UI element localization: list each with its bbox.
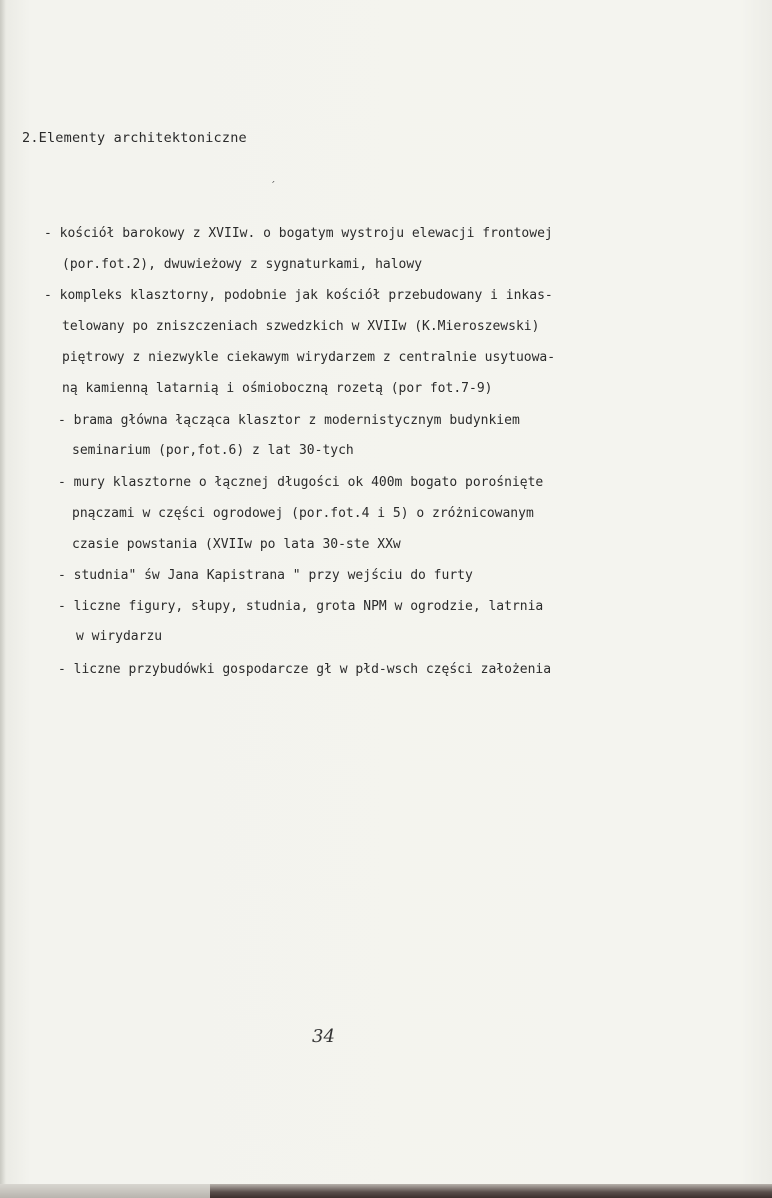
- text-line-12: - studnia" św Jana Kapistrana " przy wejściu do furty: [58, 568, 473, 583]
- text-line-6: ną kamienną latarnią i ośmioboczną rozetą (por fot.7-9): [62, 381, 493, 396]
- text-line-11: czasie powstania (XVIIw po lata 30-ste XXw: [72, 537, 401, 552]
- stray-mark: ˊ: [270, 180, 276, 193]
- text-line-13: - liczne figury, słupy, studnia, grota NPM w ogrodzie, latrnia: [58, 599, 544, 614]
- page-edge-shadow: [0, 0, 6, 1198]
- text-line-7: - brama główna łącząca klasztor z modernistycznym budynkiem: [58, 413, 520, 428]
- text-line-15: - liczne przybudówki gospodarcze gł w płd-wsch części założenia: [58, 662, 552, 677]
- text-line-10: pnączami w części ogrodowej (por.fot.4 i 5) o zróżnicowanym: [72, 506, 534, 521]
- text-line-9: - mury klasztorne o łącznej długości ok 400m bogato porośnięte: [58, 475, 544, 490]
- section-heading: 2.Elementy architektoniczne: [22, 130, 247, 146]
- text-line-3: - kompleks klasztorny, podobnie jak kościół przebudowany i inkas-: [44, 288, 553, 303]
- scan-bottom-edge-light: [0, 1184, 210, 1198]
- text-line-5: piętrowy z niezwykle ciekawym wirydarzem z centralnie usytuowa-: [62, 350, 556, 365]
- text-line-4: telowany po zniszczeniach szwedzkich w XVIIw (K.Mieroszewski): [62, 319, 540, 334]
- text-line-1: - kościół barokowy z XVIIw. o bogatym wystroju elewacji frontowej: [44, 226, 553, 241]
- text-line-14: w wirydarzu: [76, 629, 163, 644]
- text-line-8: seminarium (por,fot.6) z lat 30-tych: [72, 443, 354, 458]
- page-number: 34: [312, 1026, 335, 1047]
- scan-bottom-edge: [0, 1184, 772, 1198]
- text-line-2: (por.fot.2), dwuwieżowy z sygnaturkami, halowy: [62, 257, 423, 272]
